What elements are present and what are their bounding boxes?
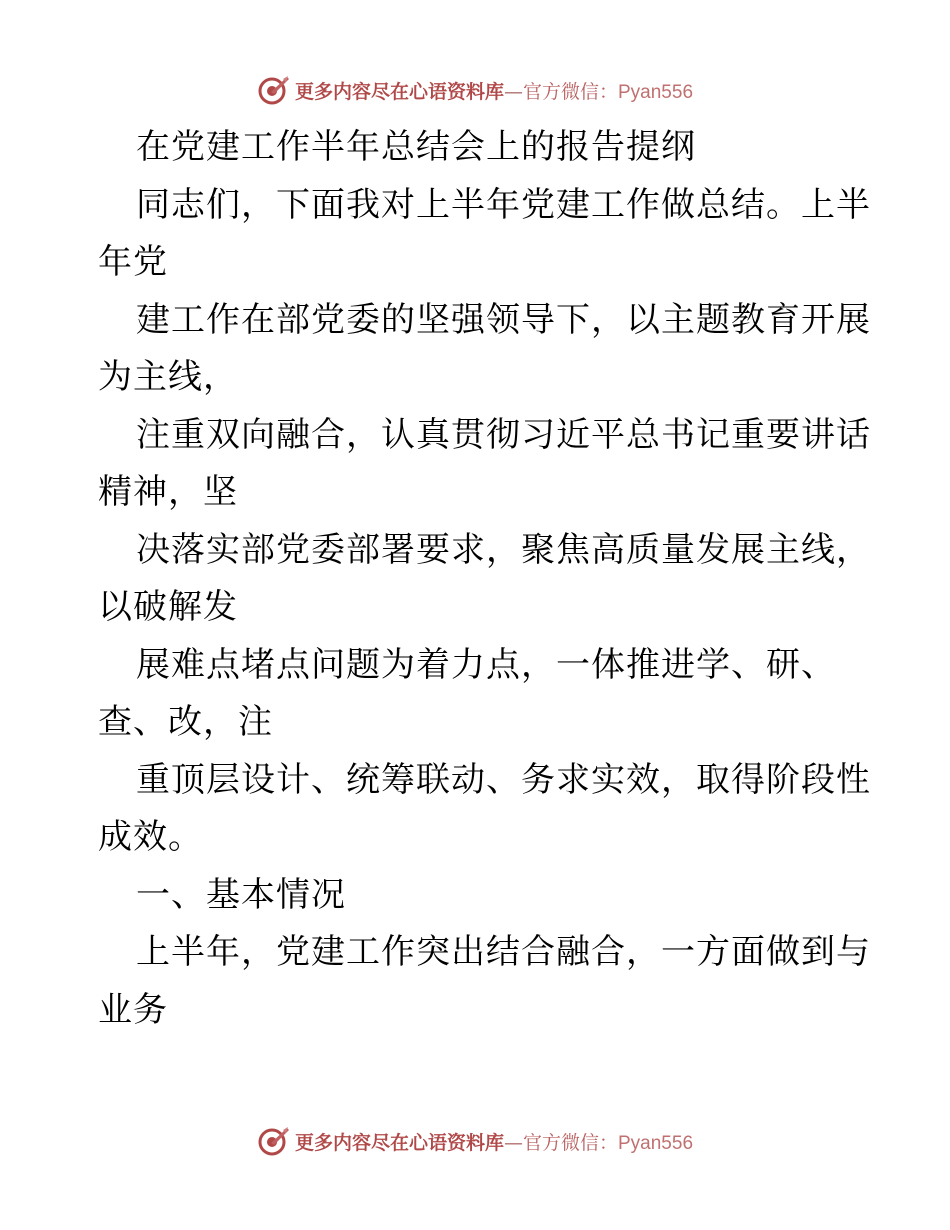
paragraph-line: 重顶层设计、统筹联动、务求实效，取得阶段性 [136,759,871,800]
quill-logo-icon [257,1124,291,1158]
header-watermark [0,72,950,108]
watermark-sub: 官方微信： [522,80,618,103]
document-title: 在党建工作半年总结会上的报告提纲 [136,127,696,167]
watermark-id: Pyan556 [618,1132,694,1154]
paragraph-line: 年党 [98,242,168,282]
paragraph-line: 查、改，注 [98,702,273,742]
watermark-text [295,77,693,104]
paragraph-line: 决落实部党委部署要求，聚焦高质量发展主线， [136,529,871,570]
watermark-text [295,1128,693,1155]
paragraph-line: 注重双向融合，认真贯彻习近平总书记重要讲话 [136,414,871,455]
watermark-main: 更多内容尽在心语资料库 [294,80,504,103]
watermark-separator: — [503,80,523,103]
paragraph-line: 以破解发 [98,587,238,627]
watermark-sub: 官方微信： [522,1131,618,1154]
footer-watermark [0,1123,950,1159]
paragraph-line: 一、基本情况 [136,874,346,915]
paragraph-line: 业务 [98,989,168,1030]
watermark-main: 更多内容尽在心语资料库 [294,1131,504,1154]
paragraph-line: 上半年，党建工作突出结合融合，一方面做到与 [136,932,871,972]
quill-logo-icon [257,73,291,107]
watermark-separator: — [503,1131,523,1154]
paragraph-line: 精神，坚 [98,472,238,512]
paragraph-line: 同志们，下面我对上半年党建工作做总结。上半 [136,184,871,225]
paragraph-line: 成效。 [98,817,203,857]
watermark-id: Pyan556 [618,81,694,103]
document-body [98,119,871,1039]
paragraph-line: 展难点堵点问题为着力点，一体推进学、研、 [136,644,836,685]
paragraph-line: 为主线， [98,357,238,397]
paragraph-line: 建工作在部党委的坚强领导下，以主题教育开展 [136,299,871,340]
